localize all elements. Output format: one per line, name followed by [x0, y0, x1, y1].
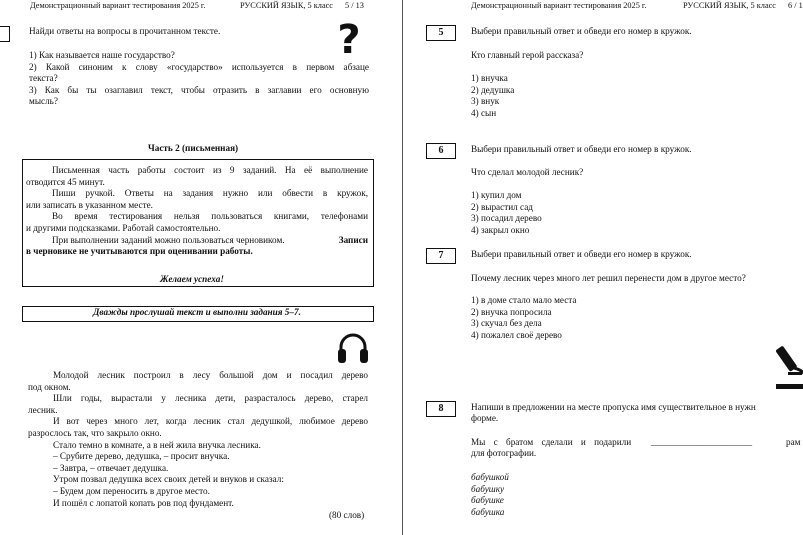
task5-option-1[interactable]: 1) внучка — [471, 73, 508, 83]
task8-option-1: бабушкой — [471, 472, 509, 482]
story-line-6: разрослось так, что закрыло окно. — [28, 427, 162, 438]
task7-option-4[interactable]: 4) пожалел своё дерево — [471, 329, 562, 340]
task8-sentence-start: Мы с братом сделали и подарили — [471, 437, 632, 447]
listen-banner: Дважды прослушай текст и выполни задания 5–7. — [93, 307, 301, 317]
right-header-page: 6 / 1 — [788, 1, 803, 10]
left-header-subject: РУССКИЙ ЯЗЫК, 5 класс — [240, 1, 333, 10]
task4-question-2: 2) Какой синоним к слову «государство» используется в первом абзаце — [29, 61, 369, 72]
microscope-icon — [774, 342, 803, 390]
headphones-icon — [336, 330, 370, 366]
task8-sentence-end: рам — [786, 437, 801, 447]
task4-questions — [29, 50, 369, 108]
right-header-subject: РУССКИЙ ЯЗЫК, 5 класс — [683, 1, 776, 10]
task6-option-4[interactable]: 4) закрыл окно — [471, 224, 530, 235]
task6-options — [471, 190, 542, 236]
task8-instruction-2: форме. — [471, 413, 499, 423]
story-line-10: Утром позвал дедушка всех своих детей и внуков и сказал: — [53, 474, 284, 485]
task6-number: 6 — [426, 143, 456, 159]
intro-line-1: Письменная часть работы состоит из 9 заданий. На её выполнение — [52, 165, 368, 175]
task6-option-1[interactable]: 1) купил дом — [471, 190, 522, 200]
task7-options — [471, 295, 577, 341]
good-luck: Желаем успеха! — [160, 274, 224, 284]
task7-option-2[interactable]: 2) внучка попросила — [471, 306, 552, 317]
task4-question-3: 3) Как бы ты озаглавил текст, чтобы отразить в заглавии его основную — [29, 84, 369, 95]
question-mark-icon: ? — [337, 17, 361, 63]
task5-option-2[interactable]: 2) дедушка — [471, 84, 515, 95]
intro-line-4: или записать в указанном месте. — [26, 199, 153, 210]
story-line-9: – Завтра, – отвечает дедушка. — [53, 462, 169, 473]
story-line-3: Шли годы, вырастали у лесника дети, разрасталось дерево, старел — [53, 393, 368, 404]
intro-line-2: отводится 45 минут. — [26, 176, 105, 187]
intro-line-7 — [26, 235, 368, 247]
task7-number: 7 — [426, 248, 456, 264]
task8-number: 8 — [426, 401, 456, 417]
story-text — [28, 370, 368, 509]
task8-sentence-line2: для фотографии. — [471, 448, 537, 458]
story-line-8: – Срубите дерево, дедушка, – просит внучка. — [53, 451, 230, 462]
intro-line-6: и другими подсказками. Работай самостоятельно. — [26, 222, 221, 233]
task4-question-1: 1) Как называется наше государство? — [29, 50, 175, 60]
intro-line-8: в черновике не учитываются при оценивании работы. — [26, 246, 253, 257]
task5-option-4[interactable]: 4) сын — [471, 107, 497, 118]
task6-question: Что сделал молодой лесник? — [471, 167, 584, 177]
task8-option-4: бабушка — [471, 506, 505, 517]
right-header-title: Демонстрационный вариант тестирования 2025 г. — [471, 1, 647, 10]
task5-number: 5 — [426, 25, 456, 41]
task6-option-2[interactable]: 2) вырастил сад — [471, 201, 533, 212]
task8-blank[interactable]: ______________________ — [651, 437, 753, 447]
intro-line-7-bold: Записи — [338, 234, 368, 245]
task8-option-2: бабушку — [471, 483, 505, 494]
left-header-title: Демонстрационный вариант тестирования 2025 г. — [30, 1, 206, 10]
task5-option-3[interactable]: 3) внук — [471, 96, 500, 107]
story-line-12: И пошёл с лопатой копать ров под фундамент. — [53, 497, 234, 508]
task7-option-1[interactable]: 1) в доме стало мало места — [471, 295, 577, 305]
task7-question: Почему лесник через много лет решил перенести дом в другое место? — [471, 273, 746, 283]
task7-option-3[interactable]: 3) скучал без дела — [471, 318, 542, 329]
intro-line-3: Пиши ручкой. Ответы на задания нужно или обвести в кружок, — [52, 188, 368, 199]
part2-title: Часть 2 (письменная) — [148, 143, 239, 153]
page-divider — [402, 0, 403, 535]
story-line-11: – Будем дом переносить в другое место. — [53, 485, 210, 496]
task6-instruction: Выбери правильный ответ и обведи его номер в кружок. — [471, 144, 692, 154]
task8-option-3: бабушке — [471, 495, 504, 506]
story-line-1: Молодой лесник построил в лесу большой дом и посадил дерево — [53, 370, 368, 380]
task4-instruction: Найди ответы на вопросы в прочитанном тексте. — [29, 26, 221, 36]
part2-intro-text — [26, 165, 368, 258]
task6-option-3[interactable]: 3) посадил дерево — [471, 213, 542, 224]
task4-question-2-cont: текста? — [29, 73, 58, 84]
divider — [22, 286, 372, 287]
task8-options — [471, 472, 509, 518]
story-line-5: И вот через много лет, когда лесник стал дедушкой, любимое дерево — [53, 416, 368, 427]
story-line-2: под окном. — [28, 381, 71, 392]
task5-options — [471, 73, 514, 119]
left-header-page: 5 / 13 — [345, 1, 364, 10]
story-line-7: Стало темно в комнате, а в ней жила внучка лесника. — [53, 439, 261, 450]
task5-instruction: Выбери правильный ответ и обведи его номер в кружок. — [471, 26, 692, 36]
task5-question: Кто главный герой рассказа? — [471, 50, 584, 60]
intro-line-5: Во время тестирования нельзя пользоваться книгами, телефонами — [52, 211, 368, 222]
task4-question-3-cont: мысль? — [29, 96, 58, 107]
story-line-4: лесник. — [28, 404, 58, 415]
task7-instruction: Выбери правильный ответ и обведи его номер в кружок. — [471, 249, 692, 259]
task8-instruction-1: Напиши в предложении на месте пропуска имя существительное в нужн — [471, 402, 756, 412]
task-number-box-cut — [0, 26, 10, 42]
word-count: (80 слов) — [329, 510, 365, 520]
intro-line-7-text: При выполнении заданий можно пользоваться черновиком. — [52, 234, 285, 245]
